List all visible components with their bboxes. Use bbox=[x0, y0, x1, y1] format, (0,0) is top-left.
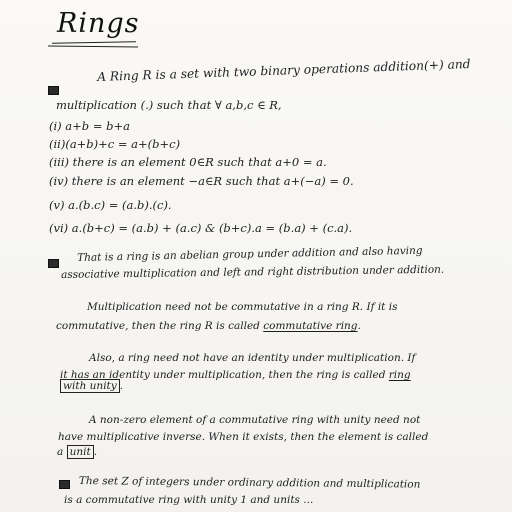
axiom-6: (vi) a.(b+c) = (a.b) + (a.c) & (b+c).a = (b.a) + (c.a). bbox=[49, 221, 353, 235]
para3-line-1: Also, a ring need not have an identity under multiplication. If bbox=[89, 352, 416, 364]
axiom-4: (iv) there is an element −a∈R such that a+(−a) = 0. bbox=[49, 174, 354, 188]
term-commutative-ring: commutative ring bbox=[263, 320, 358, 332]
para1-line-1: That is a ring is an abelian group under addition and also having bbox=[77, 244, 423, 264]
para2-line-2: commutative, then the ring R is called commutative ring. bbox=[56, 320, 361, 332]
para4-line-2: have multiplicative inverse. When it exists, then the element is called bbox=[58, 431, 429, 443]
page-title: Rings bbox=[57, 8, 140, 39]
axiom-3: (iii) there is an element 0∈R such that a+0 = a. bbox=[49, 155, 327, 169]
bullet-icon bbox=[48, 86, 59, 95]
para3-line-3: with unity . bbox=[60, 380, 123, 392]
bullet-icon bbox=[48, 259, 59, 268]
para4-line-3: a unit . bbox=[57, 446, 98, 458]
para3-line-2: it has an identity under multiplication, then the ring is called ring bbox=[60, 369, 411, 381]
title-underline bbox=[52, 41, 136, 44]
bullet-icon bbox=[59, 480, 70, 489]
axiom-5: (v) a.(b.c) = (a.b).(c). bbox=[49, 198, 172, 212]
para2-text: commutative, then the ring R is called bbox=[56, 320, 264, 332]
para4-line-1: A non-zero element of a commutative ring with unity need not bbox=[89, 414, 421, 426]
axiom-1: (i) a+b = b+a bbox=[49, 119, 130, 133]
title-underline bbox=[48, 46, 138, 48]
term-with-unity: with unity bbox=[60, 379, 120, 393]
intro-line-2: multiplication (.) such that ∀ a,b,c ∈ R, bbox=[56, 98, 282, 112]
para5-line-2: is a commutative ring with unity 1 and units ... bbox=[64, 494, 314, 506]
term-ring: ring bbox=[388, 369, 411, 381]
term-unit: unit bbox=[67, 445, 94, 459]
intro-line-1: A Ring R is a set with two binary operations addition(+) and bbox=[97, 56, 471, 84]
para5-line-1: The set Z of integers under ordinary addition and multiplication bbox=[78, 475, 421, 491]
para2-line-1: Multiplication need not be commutative in a ring R. If it is bbox=[87, 301, 398, 313]
para1-line-2: associative multiplication and left and right distribution under addition. bbox=[61, 263, 445, 281]
axiom-2: (ii)(a+b)+c = a+(b+c) bbox=[49, 137, 181, 151]
